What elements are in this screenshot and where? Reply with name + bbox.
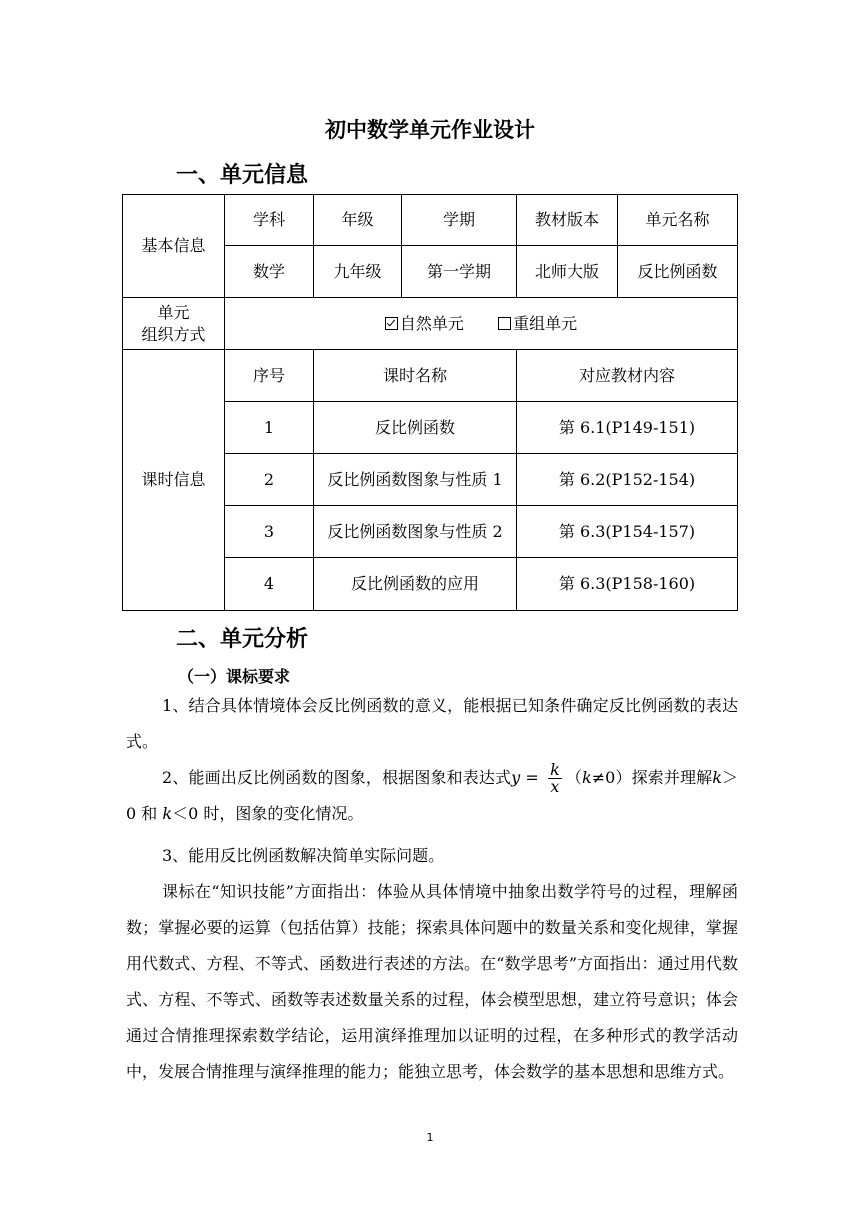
value-textbook: 北师大版 — [517, 246, 618, 298]
lesson-header-no: 序号 — [225, 350, 314, 402]
lesson-name: 反比例函数 — [314, 402, 517, 454]
section-heading-unit-info: 一、单元信息 — [176, 163, 309, 188]
document-title: 初中数学单元作业设计 — [325, 118, 535, 142]
lesson-content: 第 6.3(P158-160) — [517, 558, 738, 611]
header-semester: 学期 — [402, 195, 517, 246]
checkbox-natural-unit[interactable] — [385, 317, 398, 330]
header-textbook: 教材版本 — [517, 195, 618, 246]
lesson-content: 第 6.2(P152-154) — [517, 454, 738, 506]
section-heading-unit-analysis: 二、单元分析 — [176, 627, 309, 652]
value-semester: 第一学期 — [402, 246, 517, 298]
header-unit-name: 单元名称 — [618, 195, 738, 246]
value-grade: 九年级 — [314, 246, 402, 298]
checkbox-regroup-unit[interactable] — [498, 317, 511, 330]
org-method-label: 单元 组织方式 — [123, 298, 225, 350]
lesson-no: 4 — [225, 558, 314, 611]
value-subject: 数学 — [225, 246, 314, 298]
option-regroup-unit-label: 重组单元 — [513, 313, 578, 333]
paragraph-requirement-3: 3、能用反比例函数解决简单实际问题。 — [162, 846, 445, 865]
lesson-header-name: 课时名称 — [314, 350, 517, 402]
subsection-heading-curriculum: （一）课标要求 — [178, 667, 291, 686]
basic-info-label: 基本信息 — [123, 195, 225, 298]
lesson-no: 3 — [225, 506, 314, 558]
org-method-options — [225, 298, 738, 350]
paragraph-requirement-1: 1、结合具体情境体会反比例函数的意义，能根据已知条件确定反比例函数的表达式。 — [126, 696, 738, 751]
header-grade: 年级 — [314, 195, 402, 246]
lesson-no: 1 — [225, 402, 314, 454]
fraction-k-over-x: $\frac{k}{x}$ — [550, 760, 560, 796]
paragraph-curriculum-notes: 课标在“知识技能”方面指出：体验从具体情境中抽象出数学符号的过程，理解函数；掌握必要的运算（包括估算）技能；探索具体问题中的数量关系和变化规律，掌握用代数式、方程、不等式、函数进行表述的方法。在“数学思考”方面指出：通过用代数式、方程、不等式、函数等表述数量关系的过程，体会模型思想，建立符号意识；体会通过合情推理探索数学结论，运用演绎推理加以证明的过程，在多种形式的教学活动中，发展合情推理与演绎推理的能力；能独立思考，体会数学的基本思想和思维方式。 — [126, 882, 738, 1081]
option-natural-unit-label: 自然单元 — [399, 313, 464, 333]
lesson-name: 反比例函数图象与性质 2 — [314, 506, 517, 558]
lesson-name: 反比例函数的应用 — [314, 558, 517, 611]
lesson-no: 2 — [225, 454, 314, 506]
value-unit-name: 反比例函数 — [618, 246, 738, 298]
lesson-content: 第 6.3(P154-157) — [517, 506, 738, 558]
unit-info-table — [122, 194, 738, 611]
lesson-content: 第 6.1(P149-151) — [517, 402, 738, 454]
paragraph-requirement-2: 2、能画出反比例函数的图象，根据图象和表达式y = $\frac{k}{x}$ （k≠0）探索并理解k＞0 和 k＜0 时，图象的变化情况。 — [126, 760, 738, 823]
lesson-header-content: 对应教材内容 — [517, 350, 738, 402]
lesson-info-label: 课时信息 — [123, 350, 225, 611]
lesson-name: 反比例函数图象与性质 1 — [314, 454, 517, 506]
header-subject: 学科 — [225, 195, 314, 246]
page-number: 1 — [426, 1131, 434, 1144]
